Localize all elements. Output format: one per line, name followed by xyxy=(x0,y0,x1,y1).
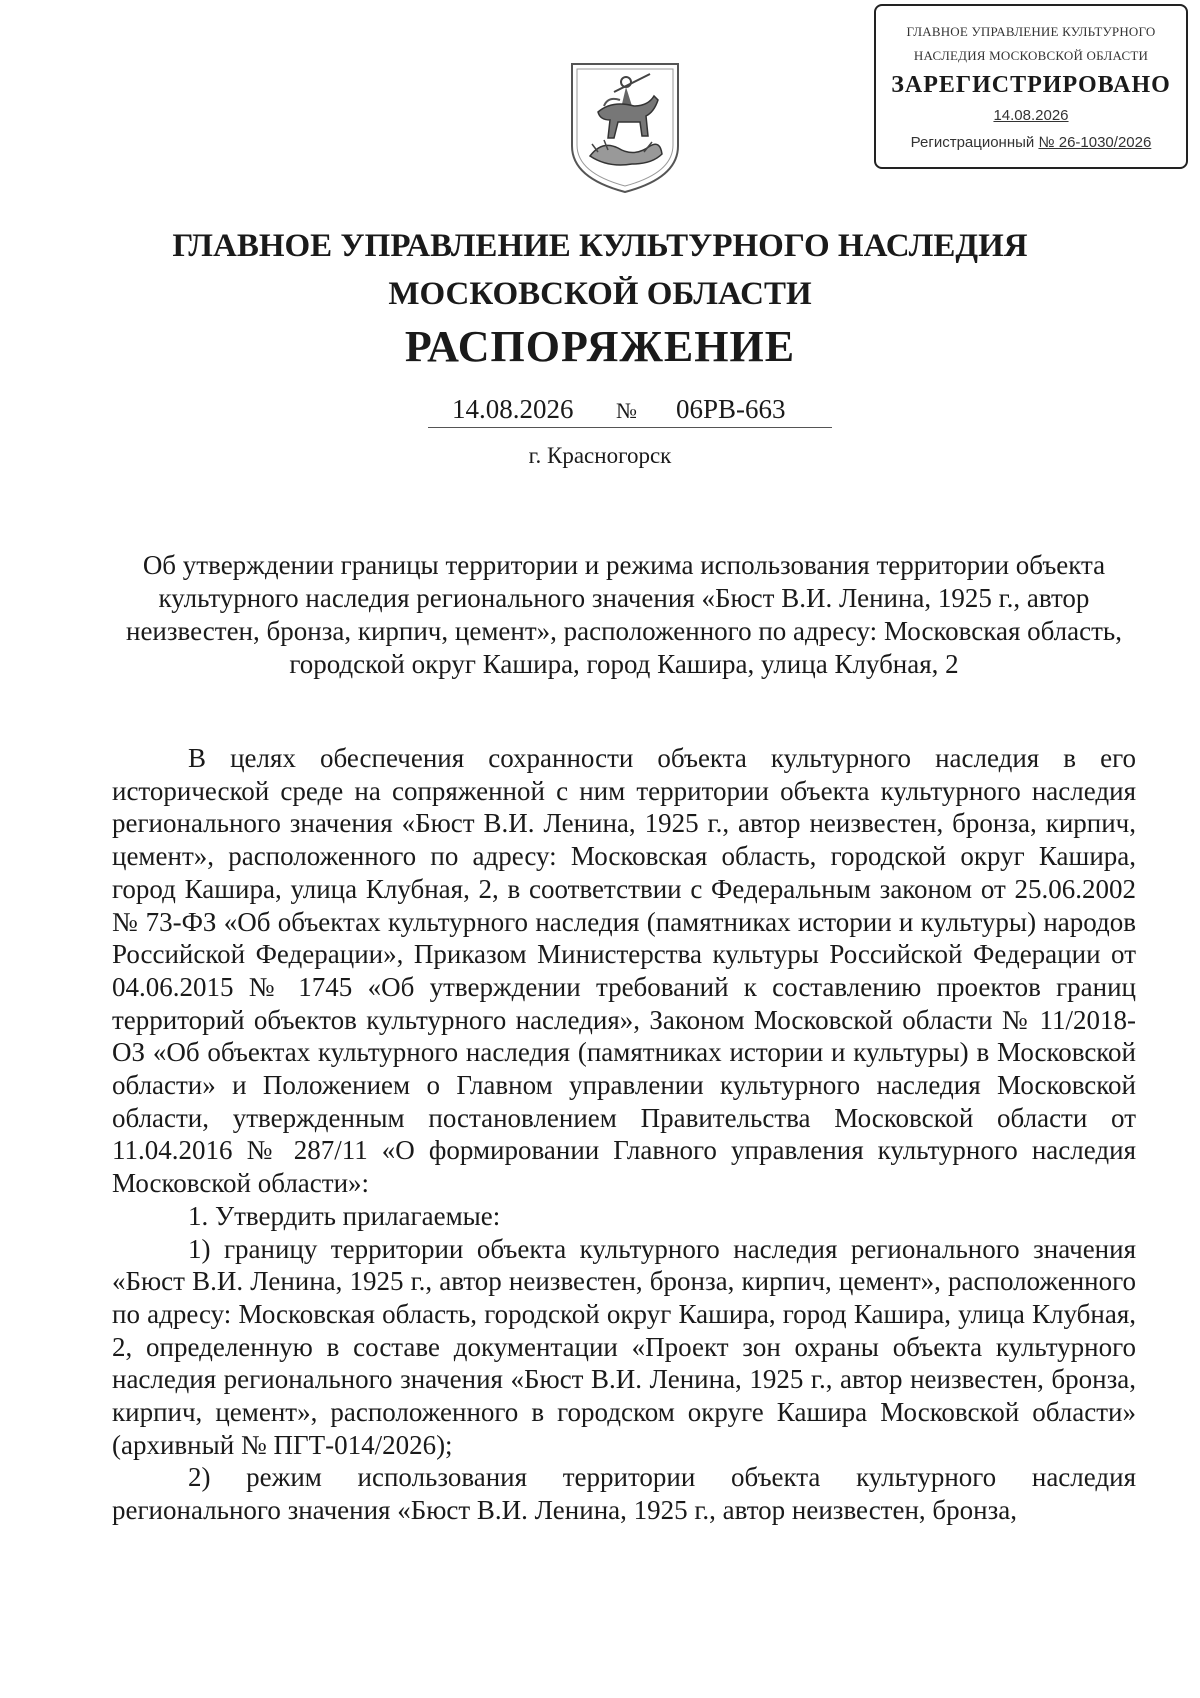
stamp-registration-number xyxy=(876,134,1186,151)
body-paragraph-item-1: 1. Утвердить прилагаемые: xyxy=(188,1200,501,1231)
document-date: 14.08.2026 xyxy=(452,394,574,424)
document-number: 06РВ-663 xyxy=(676,394,786,424)
number-sign: № xyxy=(616,398,637,423)
organization-title-line1: ГЛАВНОЕ УПРАВЛЕНИЕ КУЛЬТУРНОГО НАСЛЕДИЯ xyxy=(172,228,1028,264)
date-number-underline xyxy=(428,427,832,428)
coat-of-arms-icon xyxy=(568,60,682,196)
document-body xyxy=(112,742,1136,1527)
stamp-reg-number: № 26-1030/2026 xyxy=(1038,134,1152,151)
body-paragraph-subitem-2: 2) режим использования территории объекта культурного наследия регионального значения «Бюст В.И. Ленина, 1925 г., автор неизвестен, бронза, xyxy=(112,1462,1136,1526)
organization-title xyxy=(0,222,1200,318)
stamp-date: 14.08.2026 xyxy=(993,107,1069,124)
stamp-org-line1: ГЛАВНОЕ УПРАВЛЕНИЕ КУЛЬТУРНОГО xyxy=(906,24,1156,39)
stamp-title: ЗАРЕГИСТРИРОВАНО xyxy=(891,72,1171,98)
organization-title-line2: МОСКОВСКОЙ ОБЛАСТИ xyxy=(388,276,812,312)
document-subject: Об утверждении границы территории и режима использования территории объекта культурного наследия регионального значения «Бюст В.И. Ленина, 1925 г., автор неизвестен, бронза, кирпич, цемент», расположенного по адресу: Московская область, городской округ Кашира, город Кашира, улица Клубная, 2 xyxy=(126,550,1122,679)
stamp-reg-prefix: Регистрационный xyxy=(910,134,1039,151)
document-city: г. Красногорск xyxy=(528,443,672,468)
registration-stamp xyxy=(874,4,1188,169)
document-type-heading: РАСПОРЯЖЕНИЕ xyxy=(404,322,796,371)
body-paragraph-preamble: В целях обеспечения сохранности объекта культурного наследия в его исторической среде на сопряженной с ним территории объекта культурного наследия регионального значения «Бюст В.И. Ленина, 1925 г., автор неизвестен, бронза, кирпич, цемент», расположенного по адресу: Московская область, городской округ Кашира, город Кашира, улица Клубная, 2, в соответствии с Федеральным законом от 25.06.2002 № 73-ФЗ «Об объектах культурного наследия (памятниках истории и культуры) народов Российской Федерации», Приказом Министерства культуры Российской Федерации от 04.06.2015 № 1745 «Об утверждении требований к составлению проектов границ территорий объектов культурного наследия», Законом Московской области № 11/2018-ОЗ «Об объектах культурного наследия (памятниках истории и культуры) в Московской области» и Положением о Главном управлении культурного наследия Московской области, утвержденным постановлением Правительства Московской области от 11.04.2016 № 287/11 «О формировании Главного управления культурного наследия Московской области»: xyxy=(112,743,1136,1199)
document-date-number-line xyxy=(428,394,832,428)
body-paragraph-subitem-1: 1) границу территории объекта культурного наследия регионального значения «Бюст В.И. Ленина, 1925 г., автор неизвестен, бронза, кирпич, цемент», расположенного по адресу: Московская область, городской округ Кашира, город Кашира, улица Клубная, 2, определенную в составе документации «Проект зон охраны объекта культурного наследия регионального значения «Бюст В.И. Ленина, 1925 г., автор неизвестен, бронза, кирпич, цемент», расположенного в городском округе Кашира Московской области» (архивный № ПГТ-014/2026); xyxy=(112,1233,1136,1460)
stamp-org-line2: НАСЛЕДИЯ МОСКОВСКОЙ ОБЛАСТИ xyxy=(913,48,1149,63)
stamp-org-name xyxy=(876,20,1186,68)
